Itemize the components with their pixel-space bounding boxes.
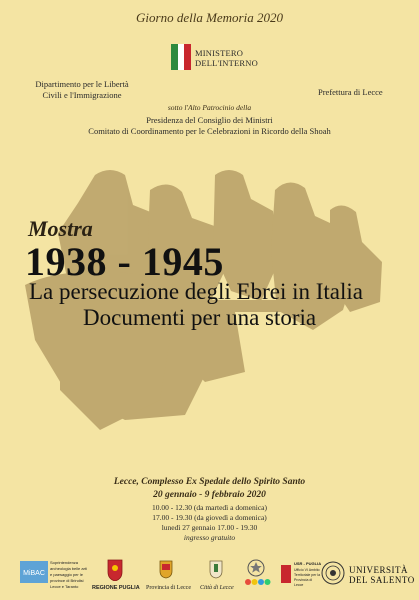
dipartimento-line2: Civili e l'Immigrazione xyxy=(42,90,122,100)
exhibition-title-line1: La persecuzione degli Ebrei in Italia xyxy=(29,279,363,304)
italian-republic-emblem-icon xyxy=(247,559,265,577)
provincia-lecce-emblem-icon xyxy=(159,559,173,579)
regione-puglia-emblem-icon xyxy=(107,559,123,581)
ministero-logo-text xyxy=(195,48,258,68)
hours-line2: 17.00 - 19.30 (da giovedì a domenica) xyxy=(152,513,267,522)
provincia-lecce-label: Provincia di Lecce xyxy=(146,585,191,591)
event-title: Giorno della Memoria 2020 xyxy=(136,10,283,25)
admission-text: ingresso gratuito xyxy=(183,533,236,542)
universita-salento-seal-icon xyxy=(321,561,345,585)
dipartimento xyxy=(22,79,142,101)
exhibition-title xyxy=(29,279,363,331)
venue-block xyxy=(0,476,419,502)
dipartimento-line1: Dipartimento per le Libertà xyxy=(35,79,129,89)
citta-lecce-label: Città di Lecce xyxy=(200,585,234,591)
exhibition-title-line2: Documenti per una storia xyxy=(83,305,317,330)
venue-dates: 20 gennaio - 9 febbraio 2020 xyxy=(153,490,266,500)
usr-puglia-label: USR - PUGLIA xyxy=(294,561,322,566)
hours-line3: lunedì 27 gennaio 17.00 - 19.30 xyxy=(161,523,258,532)
presidenza-block xyxy=(0,115,419,137)
colored-circles-logo-icon xyxy=(245,578,271,586)
ministero-line1: MINISTERO xyxy=(195,48,244,58)
regione-puglia-label: REGIONE PUGLIA xyxy=(92,585,140,591)
mibac-logo-icon xyxy=(20,561,48,583)
hours-block xyxy=(0,503,419,543)
hours-line1: 10.00 - 12.30 (da martedì a domenica) xyxy=(152,503,267,512)
ministero-line2: DELL'INTERNO xyxy=(195,58,258,68)
footer-logos xyxy=(0,555,419,595)
usr-puglia-bar-icon xyxy=(281,565,291,583)
citta-lecce-emblem-icon xyxy=(209,559,223,579)
mostra-label: Mostra xyxy=(28,216,93,241)
patronage-text: sotto l'Alto Patrocinio della xyxy=(167,103,252,112)
comitato-line: Comitato di Coordinamento per le Celebrazioni in Ricordo della Shoah xyxy=(88,126,331,136)
svg-text:MiBAC: MiBAC xyxy=(23,570,45,577)
venue-place: Lecce, Complesso Ex Spedale dello Spirito Santo xyxy=(113,477,306,487)
italian-flag-icon xyxy=(171,44,191,70)
usr-puglia-subtitle: Ufficio VI Ambito Territoriale per la Provincia di Lecce xyxy=(294,568,321,587)
presidenza-line: Presidenza del Consiglio dei Ministri xyxy=(146,115,273,125)
soprintendenza-text: Soprintendenza archeologia belle arti e paesaggio per le province di Brindisi Lecce e Taranto xyxy=(50,560,87,589)
universita-salento-text xyxy=(349,565,415,585)
exhibition-years: 1938 - 1945 xyxy=(25,239,224,284)
universita-line2: DEL SALENTO xyxy=(349,575,415,585)
universita-line1: UNIVERSITÀ xyxy=(349,565,408,575)
prefettura: Prefettura di Lecce xyxy=(318,87,383,97)
